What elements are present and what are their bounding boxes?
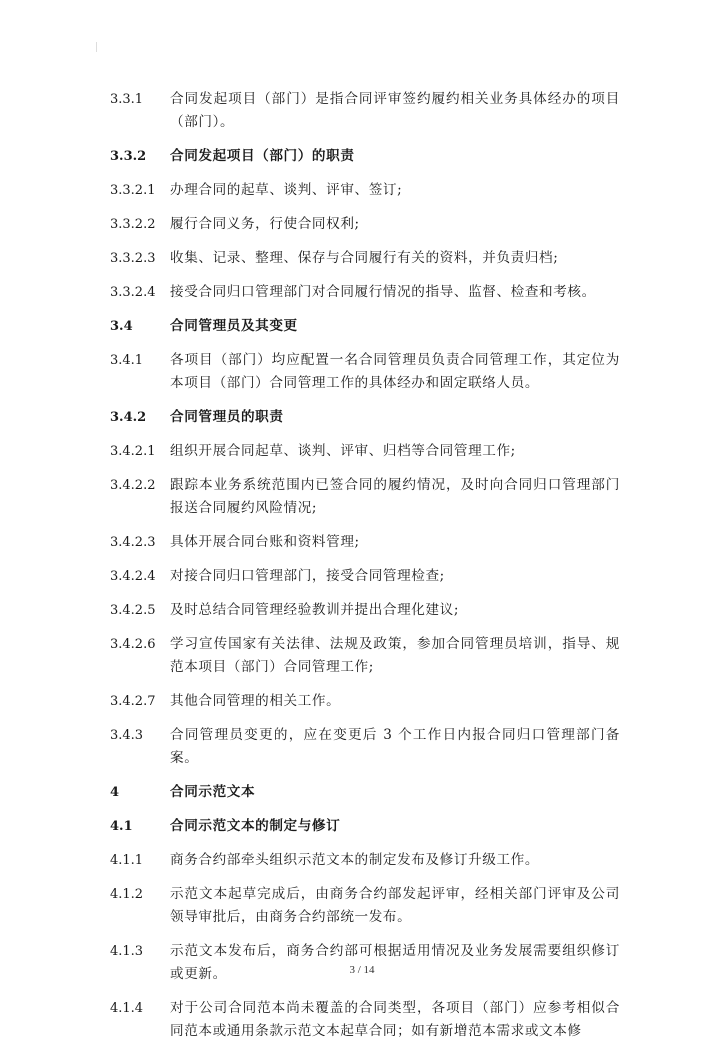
clause-item: [110, 883, 620, 929]
clause-number: 3.4.2.2: [110, 478, 156, 493]
clause-text: 示范文本起草完成后，由商务合约部发起评审，经相关部门评审及公司领导审批后，由商务合约部统一发布。: [170, 886, 620, 925]
section-heading: [110, 781, 620, 804]
clause-item: [110, 213, 620, 236]
section-heading: [110, 315, 620, 338]
clause-list: [110, 88, 620, 1054]
clause-item: [110, 281, 620, 304]
clause-text: 合同发起项目（部门）的职责: [170, 148, 355, 164]
clause-text: 跟踪本业务系统范围内已签合同的履约情况，及时向合同归口管理部门报送合同履约风险情况;: [170, 477, 620, 516]
clause-text: 商务合约部牵头组织示范文本的制定发布及修订升级工作。: [170, 852, 540, 868]
clause-number: 3.4.2.4: [110, 569, 156, 584]
clause-number: 3.4.2.6: [110, 637, 156, 652]
clause-text: 其他合同管理的相关工作。: [170, 693, 341, 709]
clause-number: 4.1.4: [110, 1001, 144, 1016]
clause-item: [110, 474, 620, 520]
clause-text: 组织开展合同起草、谈判、评审、归档等合同管理工作;: [170, 443, 516, 459]
clause-number: 3.4.2: [110, 410, 147, 425]
clause-text: 合同示范文本的制定与修订: [170, 818, 341, 834]
clause-number: 3.4.1: [110, 353, 144, 368]
clause-item: [110, 247, 620, 270]
clause-item: [110, 690, 620, 713]
clause-text: 合同管理员及其变更: [170, 318, 298, 334]
clause-number: 3.3.2.3: [110, 251, 156, 266]
clause-number: 3.4.2.7: [110, 694, 156, 709]
clause-text: 合同管理员变更的，应在变更后 3 个工作日内报合同归口管理部门备案。: [170, 727, 620, 766]
clause-item: [110, 88, 620, 134]
clause-number: 4.1.3: [110, 944, 144, 959]
clause-text: 各项目（部门）均应配置一名合同管理员负责合同管理工作，其定位为本项目（部门）合同管理工作的具体经办和固定联络人员。: [170, 352, 620, 391]
section-heading: [110, 815, 620, 838]
clause-number: 3.3.2.4: [110, 285, 156, 300]
clause-text: 合同管理员的职责: [170, 409, 284, 425]
clause-item: [110, 599, 620, 622]
clause-number: 3.3.2.2: [110, 217, 156, 232]
clause-item: [110, 349, 620, 395]
clause-text: 接受合同归口管理部门对合同履行情况的指导、监督、检查和考核。: [170, 284, 596, 300]
clause-text: 办理合同的起草、谈判、评审、签订;: [170, 182, 403, 198]
clause-item: [110, 440, 620, 463]
clause-text: 合同示范文本: [170, 784, 256, 800]
clause-text: 及时总结合同管理经验教训并提出合理化建议;: [170, 602, 460, 618]
clause-item: [110, 179, 620, 202]
clause-item: [110, 849, 620, 872]
clause-number: 3.3.2.1: [110, 183, 156, 198]
page-number: 3 / 14: [349, 964, 375, 976]
clause-item: [110, 565, 620, 588]
clause-text: 示范文本发布后，商务合约部可根据适用情况及业务发展需要组织修订或更新。: [170, 943, 620, 982]
section-heading: [110, 406, 620, 429]
clause-number: 4.1.1: [110, 853, 144, 868]
clause-number: 3.4.3: [110, 728, 144, 743]
clause-item: [110, 940, 620, 986]
clause-text: 合同发起项目（部门）是指合同评审签约履约相关业务具体经办的项目（部门）。: [170, 91, 620, 130]
clause-number: 4: [110, 785, 120, 800]
clause-text: 收集、记录、整理、保存与合同履行有关的资料，并负责归档;: [170, 250, 559, 266]
clause-number: 3.4.2.5: [110, 603, 156, 618]
clause-item: [110, 633, 620, 679]
section-heading: [110, 145, 620, 168]
clause-item: [110, 531, 620, 554]
clause-item: [110, 724, 620, 770]
clause-number: 3.4.2.1: [110, 444, 156, 459]
clause-number: 3.4.2.3: [110, 535, 156, 550]
page-margin-mark: [96, 42, 97, 52]
clause-item: [110, 997, 620, 1043]
clause-text: 具体开展合同台账和资料管理;: [170, 534, 360, 550]
clause-text: 对接合同归口管理部门，接受合同管理检查;: [170, 568, 445, 584]
clause-text: 学习宣传国家有关法律、法规及政策，参加合同管理员培训，指导、规范本项目（部门）合同管理工作;: [170, 636, 620, 675]
clause-number: 4.1: [110, 819, 133, 834]
clause-number: 4.1.2: [110, 887, 144, 902]
clause-number: 3.3.2: [110, 149, 147, 164]
clause-text: 履行合同义务，行使合同权利;: [170, 216, 360, 232]
clause-text: 对于公司合同范本尚未覆盖的合同类型，各项目（部门）应参考相似合同范本或通用条款示范文本起草合同；如有新增范本需求或文本修: [170, 1000, 620, 1039]
clause-number: 3.4: [110, 319, 133, 334]
clause-number: 3.3.1: [110, 92, 144, 107]
